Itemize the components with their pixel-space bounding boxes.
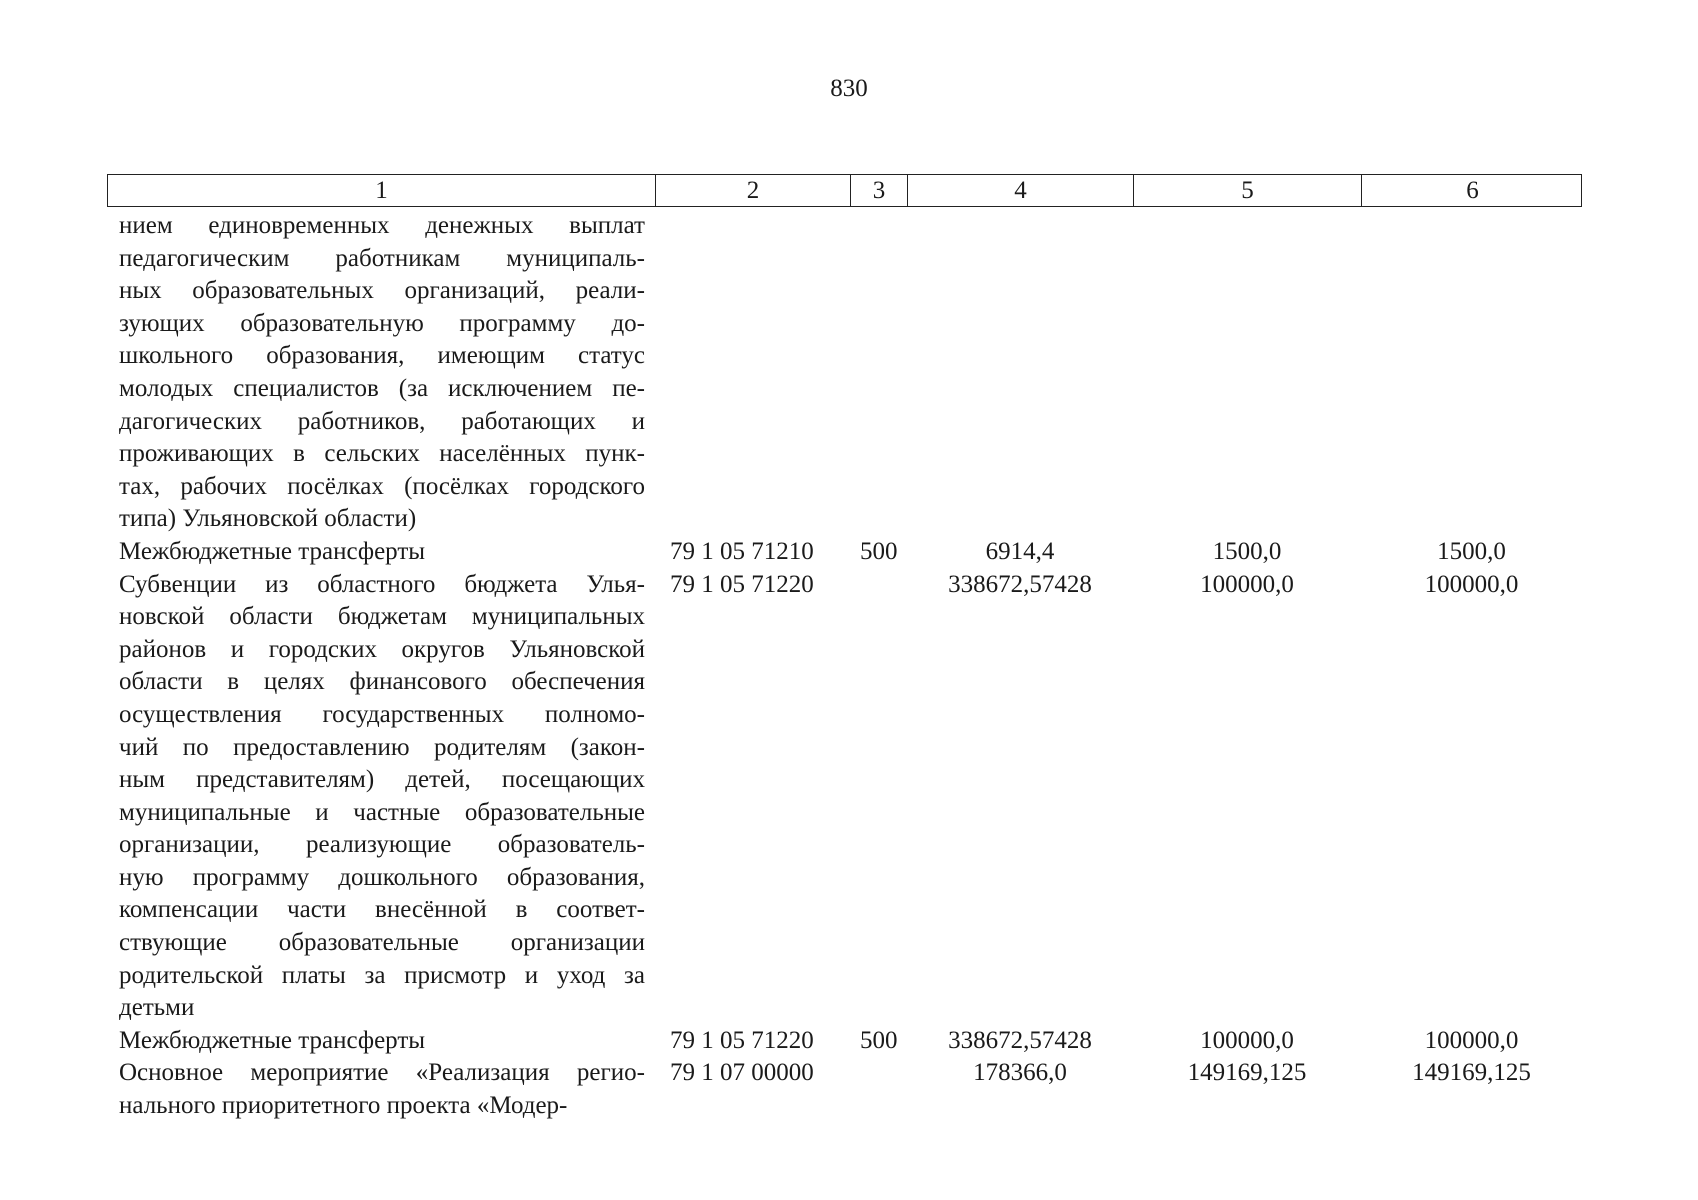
description-line: новской области бюджетам муниципальных bbox=[119, 603, 645, 631]
row-type bbox=[850, 569, 907, 1025]
row-type: 500 bbox=[860, 537, 898, 565]
row-value-4: 338672,57428 bbox=[948, 570, 1092, 598]
description-line: тах, рабочих посёлках (посёлках городского bbox=[119, 472, 645, 500]
row-description bbox=[107, 536, 655, 569]
column-header-2: 2 bbox=[656, 175, 851, 206]
column-header-6: 6 bbox=[1466, 177, 1479, 204]
table-row bbox=[107, 1025, 1582, 1058]
description-line: организации, реализующие образователь- bbox=[119, 831, 645, 859]
column-header-3: 3 bbox=[851, 175, 908, 206]
description-line: родительской платы за присмотр и уход за bbox=[119, 961, 645, 989]
column-header-4: 4 bbox=[908, 175, 1134, 206]
description-line: муниципальные и частные образовательные bbox=[119, 798, 645, 826]
table-row bbox=[107, 569, 1582, 1025]
table-body bbox=[107, 210, 1582, 1123]
page-number: 830 bbox=[830, 75, 868, 102]
description-line: нием единовременных денежных выплат bbox=[119, 212, 645, 239]
description-line: ствующие образовательные организации bbox=[119, 929, 645, 957]
description-line: типа) Ульяновской области) bbox=[119, 505, 417, 533]
row-description bbox=[107, 210, 655, 536]
row-value-6 bbox=[1361, 210, 1582, 536]
row-value-6: 100000,0 bbox=[1424, 1026, 1519, 1054]
column-header-1: 1 bbox=[108, 175, 656, 206]
description-line: нального приоритетного проекта «Модер- bbox=[119, 1092, 568, 1120]
description-line: ным представителям) детей, посещающих bbox=[119, 766, 645, 794]
row-description bbox=[107, 1057, 655, 1122]
description-line: Субвенции из областного бюджета Улья- bbox=[119, 570, 645, 598]
row-code: 79 1 05 71220 bbox=[670, 1026, 814, 1054]
row-value-5: 100000,0 bbox=[1200, 1026, 1294, 1054]
description-line: ных образовательных организаций, реали- bbox=[119, 277, 645, 305]
row-code: 79 1 05 71210 bbox=[670, 537, 814, 565]
row-value-4: 6914,4 bbox=[985, 537, 1055, 565]
table-row bbox=[107, 536, 1582, 569]
description-line: ную программу дошкольного образования, bbox=[119, 863, 645, 891]
description-line: школьного образования, имеющим статус bbox=[119, 342, 645, 370]
row-value-6: 149169,125 bbox=[1412, 1059, 1531, 1087]
row-description bbox=[107, 1025, 655, 1058]
row-type bbox=[850, 210, 907, 536]
description-line: Основное мероприятие «Реализация регио- bbox=[119, 1059, 645, 1087]
description-line: зующих образовательную программу до- bbox=[119, 309, 645, 337]
description-line: компенсации части внесённой в соответ- bbox=[119, 896, 645, 924]
description-line: Межбюджетные трансферты bbox=[119, 537, 426, 565]
row-value-5: 100000,0 bbox=[1200, 570, 1294, 598]
row-description bbox=[107, 569, 655, 1025]
description-line: осуществления государственных полномо- bbox=[119, 700, 645, 728]
description-line: дагогических работников, работающих и bbox=[119, 407, 645, 435]
description-line: молодых специалистов (за исключением пе- bbox=[119, 374, 645, 402]
row-type bbox=[850, 1057, 907, 1122]
row-value-5 bbox=[1133, 210, 1361, 536]
row-code: 79 1 07 00000 bbox=[670, 1059, 814, 1087]
row-value-5: 149169,125 bbox=[1187, 1059, 1307, 1087]
table-header bbox=[107, 174, 1582, 207]
row-code: 79 1 05 71220 bbox=[670, 570, 814, 598]
description-line: Межбюджетные трансферты bbox=[119, 1026, 426, 1054]
column-header-5: 5 bbox=[1134, 175, 1362, 206]
row-value-4: 178366,0 bbox=[973, 1059, 1067, 1087]
table-row bbox=[107, 210, 1582, 536]
row-value-4 bbox=[907, 210, 1133, 536]
description-line: проживающих в сельских населённых пунк- bbox=[119, 440, 645, 468]
description-line: детьми bbox=[119, 994, 195, 1022]
description-line: области в целях финансового обеспечения bbox=[119, 668, 645, 696]
row-value-4: 338672,57428 bbox=[948, 1026, 1092, 1054]
row-value-5: 1500,0 bbox=[1212, 537, 1282, 565]
description-line: районов и городских округов Ульяновской bbox=[119, 635, 645, 663]
row-code bbox=[655, 210, 850, 536]
row-type: 500 bbox=[860, 1026, 898, 1054]
description-line: педагогическим работникам муниципаль- bbox=[119, 244, 645, 272]
table-row bbox=[107, 1057, 1582, 1122]
row-value-6: 100000,0 bbox=[1424, 570, 1519, 598]
row-value-6: 1500,0 bbox=[1437, 537, 1506, 565]
description-line: чий по предоставлению родителям (закон- bbox=[119, 733, 645, 761]
